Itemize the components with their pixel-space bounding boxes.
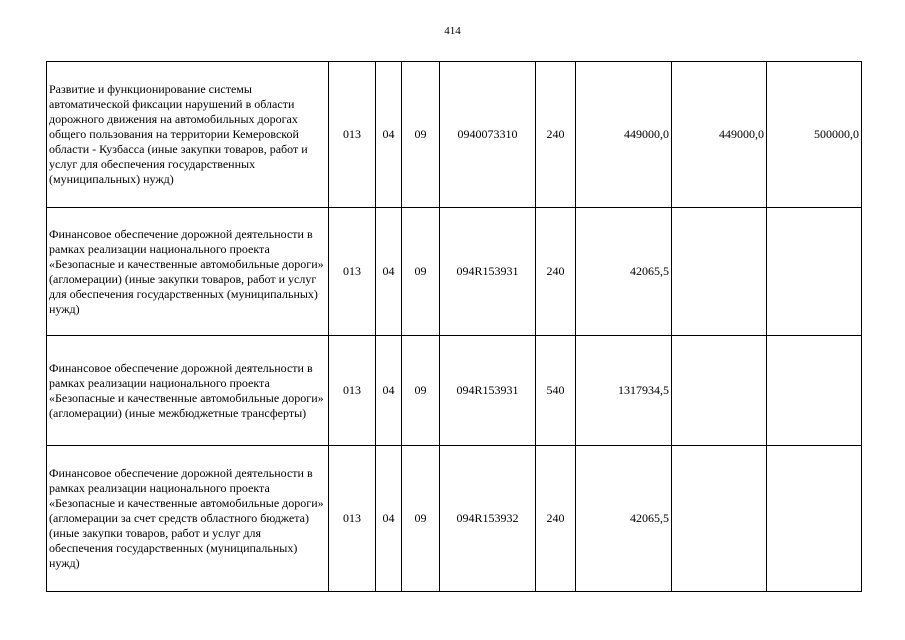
target-article-code: 094R153931 bbox=[440, 336, 536, 446]
section-code: 04 bbox=[376, 336, 402, 446]
table-row bbox=[47, 208, 862, 336]
budget-table bbox=[46, 61, 862, 592]
subsection-code: 09 bbox=[402, 446, 440, 592]
expense-type-code: 240 bbox=[536, 446, 576, 592]
target-article-code: 094R153931 bbox=[440, 208, 536, 336]
amount-year-1: 42065,5 bbox=[576, 208, 672, 336]
expense-type-code: 240 bbox=[536, 208, 576, 336]
table-row bbox=[47, 446, 862, 592]
row-description: Финансовое обеспечение дорожной деятельности в рамках реализации национального проекта «Безопасные и качественные автомобильные дороги» (агломерации) (иные межбюджетные трансферты) bbox=[47, 336, 329, 446]
page-number: 414 bbox=[444, 25, 461, 37]
row-description: Развитие и функционирование системы автоматической фиксации нарушений в области дорожного движения на автомобильных дорогах общего пользования на территории Кемеровской области - Кузбасса (иные закупки товаров, работ и услуг для обеспечения государственных (муниципальных) нужд) bbox=[47, 62, 329, 208]
table-row bbox=[47, 62, 862, 208]
subsection-code: 09 bbox=[402, 62, 440, 208]
subsection-code: 09 bbox=[402, 208, 440, 336]
table-row bbox=[47, 336, 862, 446]
amount-year-3: 500000,0 bbox=[767, 62, 862, 208]
section-code: 04 bbox=[376, 62, 402, 208]
ministry-code: 013 bbox=[329, 208, 376, 336]
ministry-code: 013 bbox=[329, 446, 376, 592]
subsection-code: 09 bbox=[402, 336, 440, 446]
ministry-code: 013 bbox=[329, 336, 376, 446]
amount-year-1: 1317934,5 bbox=[576, 336, 672, 446]
amount-year-3 bbox=[767, 208, 862, 336]
amount-year-3 bbox=[767, 336, 862, 446]
amount-year-2 bbox=[672, 336, 767, 446]
section-code: 04 bbox=[376, 446, 402, 592]
amount-year-1: 449000,0 bbox=[576, 62, 672, 208]
ministry-code: 013 bbox=[329, 62, 376, 208]
target-article-code: 0940073310 bbox=[440, 62, 536, 208]
section-code: 04 bbox=[376, 208, 402, 336]
target-article-code: 094R153932 bbox=[440, 446, 536, 592]
expense-type-code: 240 bbox=[536, 62, 576, 208]
amount-year-2 bbox=[672, 208, 767, 336]
amount-year-1: 42065,5 bbox=[576, 446, 672, 592]
amount-year-3 bbox=[767, 446, 862, 592]
amount-year-2: 449000,0 bbox=[672, 62, 767, 208]
expense-type-code: 540 bbox=[536, 336, 576, 446]
row-description: Финансовое обеспечение дорожной деятельности в рамках реализации национального проекта «Безопасные и качественные автомобильные дороги» (агломерации) (иные закупки товаров, работ и услуг для обеспечения государственных (муниципальных) нужд) bbox=[47, 208, 329, 336]
row-description: Финансовое обеспечение дорожной деятельности в рамках реализации национального проекта «Безопасные и качественные автомобильные дороги» (агломерации за счет средств областного бюджета) (иные закупки товаров, работ и услуг для обеспечения государственных (муниципальных) нужд) bbox=[47, 446, 329, 592]
amount-year-2 bbox=[672, 446, 767, 592]
